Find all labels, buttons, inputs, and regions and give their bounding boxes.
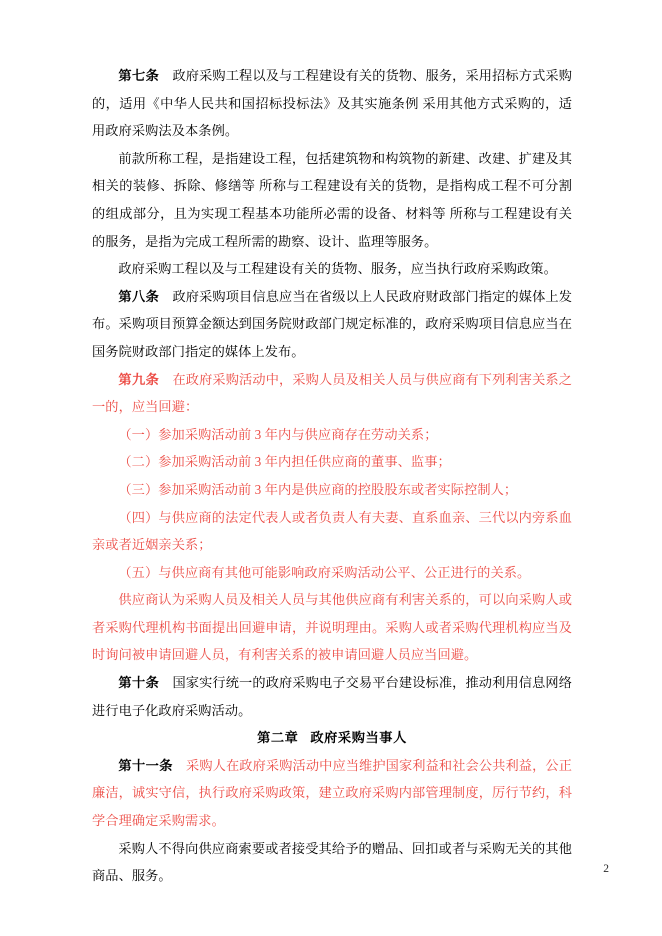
paragraph-article-9-p2	[92, 586, 572, 669]
list-item-article-9-3	[92, 476, 572, 504]
paragraph-text: 国家实行统一的政府采购电子交易平台建设标准，推动利用信息网络进行电子化政府采购活动。	[92, 675, 572, 718]
paragraph-text: （二）参加采购活动前 3 年内担任供应商的董事、监事；	[118, 454, 451, 470]
article-label-8: 第八条	[118, 288, 160, 304]
paragraph-text: 政府采购项目信息应当在省级以上人民政府财政部门指定的媒体上发布。采购项目预算金额达到国务院财政部门规定标准的，政府采购项目信息应当在国务院财政部门指定的媒体上发布。	[92, 288, 572, 359]
paragraph-text: 采购人在政府采购活动中应当维护国家利益和社会公共利益，公正廉洁，诚实守信，执行政府采购政策，建立政府采购内部管理制度，厉行节约，科学合理确定采购需求。	[92, 757, 572, 829]
document-body	[92, 62, 572, 890]
page-number: 2	[603, 863, 609, 875]
paragraph-text: （一）参加采购活动前 3 年内与供应商存在劳动关系；	[118, 426, 438, 442]
paragraph-text: （三）参加采购活动前 3 年内是供应商的控股股东或者实际控制人；	[118, 481, 518, 497]
paragraph-article-11	[92, 752, 572, 835]
article-label-9: 第九条	[118, 371, 160, 387]
article-label-10: 第十条	[118, 675, 160, 691]
paragraph-article-7-p2	[92, 145, 572, 255]
paragraph-article-11-p2	[92, 835, 572, 890]
list-item-article-9-2	[92, 448, 572, 476]
paragraph-article-8	[92, 283, 572, 366]
paragraph-text: 政府采购工程以及与工程建设有关的货物、服务，应当执行政府采购政策。	[118, 261, 557, 277]
article-label-7: 第七条	[118, 68, 160, 83]
paragraph-article-10	[92, 669, 572, 724]
list-item-article-9-1	[92, 421, 572, 449]
paragraph-article-7	[92, 62, 572, 145]
paragraph-text: （四）与供应商的法定代表人或者负责人有夫妻、直系血亲、三代以内旁系血亲或者近姻亲关系；	[92, 509, 572, 553]
paragraph-text: 政府采购工程以及与工程建设有关的货物、服务，采用招标方式采购的，适用《中华人民共和国招标投标法》及其实施条例 采用其他方式采购的，适用政府采购法及本条例。	[92, 68, 572, 139]
paragraph-text: 采购人不得向供应商索要或者接受其给予的赠品、回扣或者与采购无关的其他商品、服务。	[92, 840, 572, 884]
list-item-article-9-4	[92, 504, 572, 559]
article-label-11: 第十一条	[118, 757, 173, 773]
paragraph-text: 前款所称工程，是指建设工程，包括建筑物和构筑物的新建、改建、扩建及其相关的装修、拆除、修缮等 所称与工程建设有关的货物，是指构成工程不可分割的组成部分，且为实现工程基本功能所必需的设备、材料等 所称与工程建设有关的服务，是指为完成工程所需的勘察、设计、监理等服务。	[92, 150, 572, 249]
paragraph-article-9	[92, 366, 572, 421]
chapter-heading	[92, 724, 572, 752]
chapter-number: 第二章	[257, 730, 299, 746]
list-item-article-9-5	[92, 559, 572, 587]
paragraph-text: 在政府采购活动中，采购人员及相关人员与供应商有下列利害关系之一的，应当回避：	[92, 371, 572, 415]
paragraph-text: （五）与供应商有其他可能影响政府采购活动公平、公正进行的关系。	[118, 564, 531, 580]
paragraph-article-7-p3	[92, 255, 572, 283]
paragraph-text: 供应商认为采购人员及相关人员与其他供应商有利害关系的，可以向采购人或者采购代理机构书面提出回避申请，并说明理由。采购人或者采购代理机构应当及时询问被申请回避人员，有利害关系的被申请回避人员应当回避。	[92, 592, 572, 663]
chapter-title: 政府采购当事人	[310, 730, 407, 746]
